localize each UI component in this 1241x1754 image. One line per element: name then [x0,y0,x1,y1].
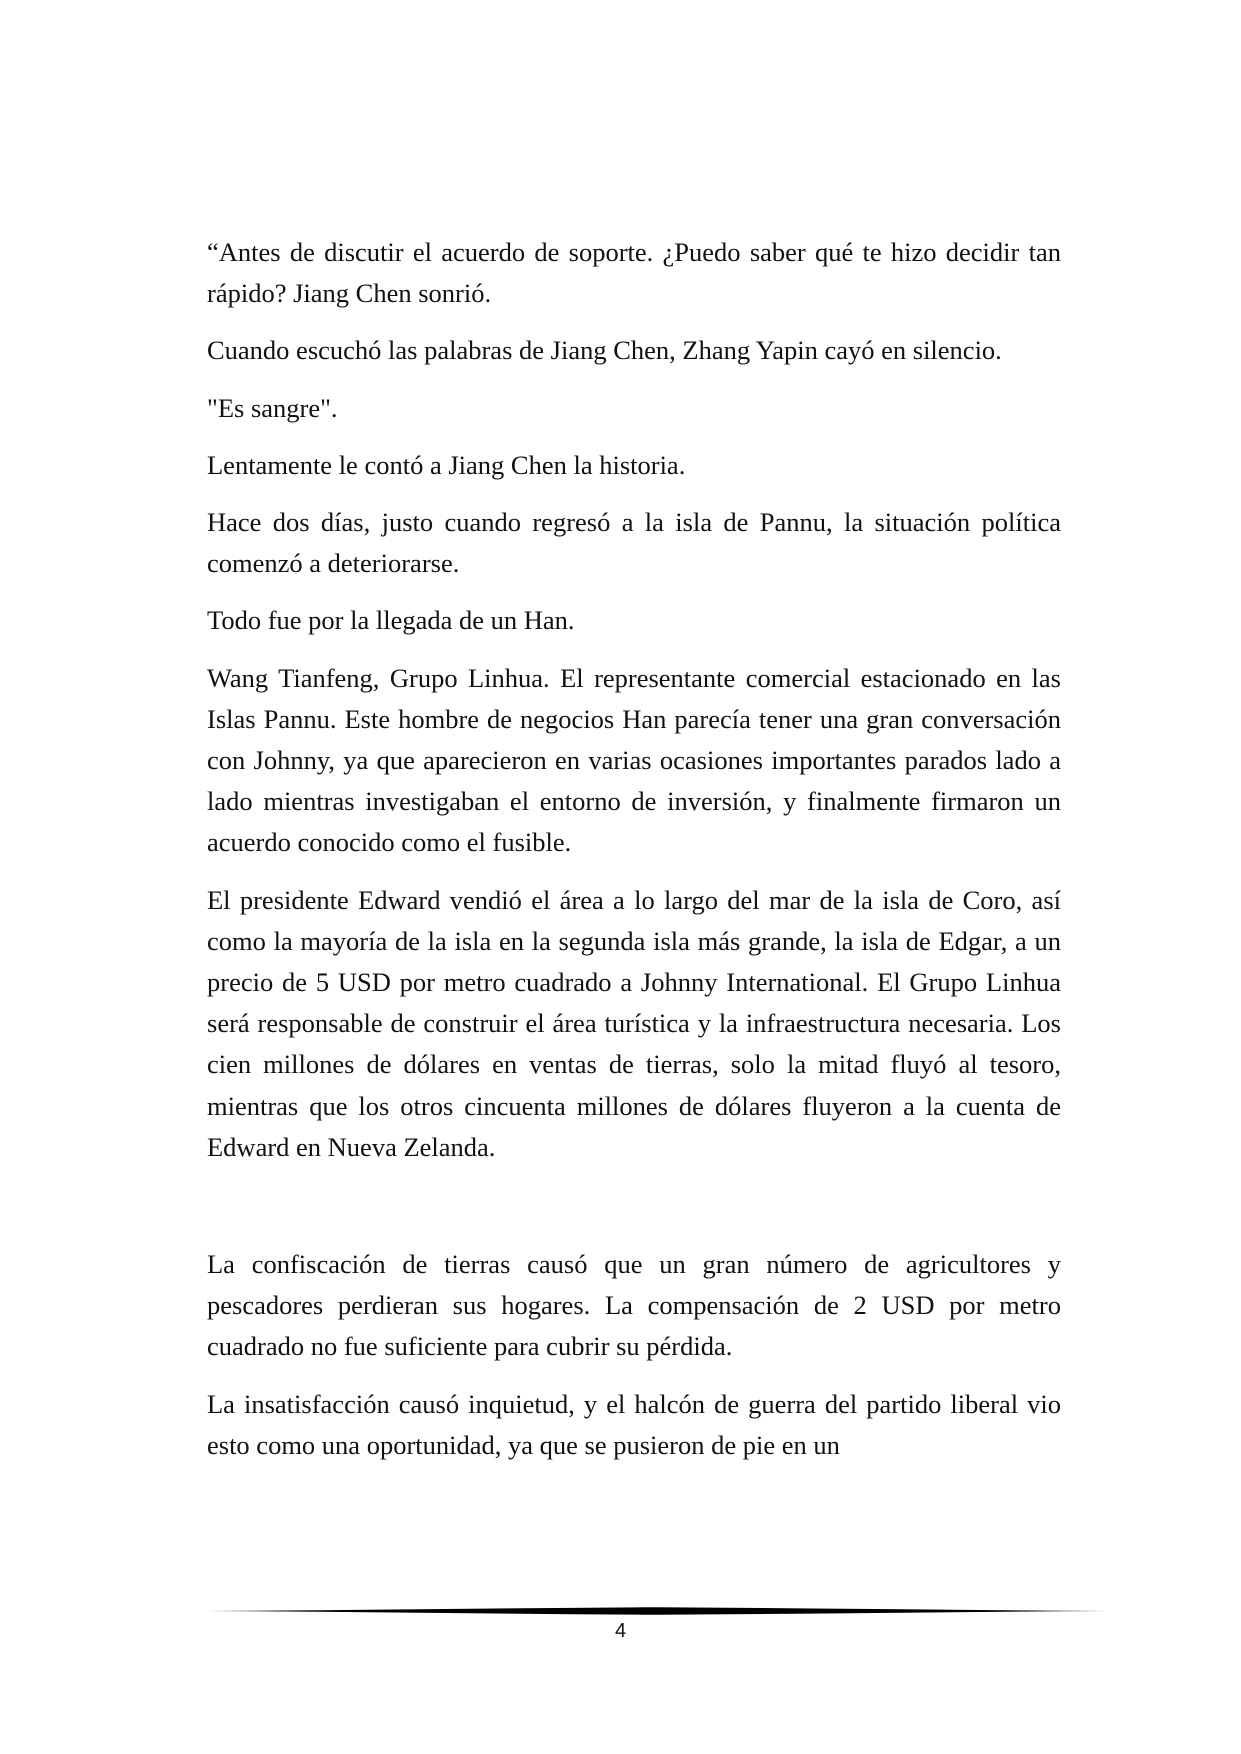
paragraph-5: Hace dos días, justo cuando regresó a la isla de Pannu, la situación política comenzó a deteriorarse. [207,507,1061,579]
paragraph-6: Todo fue por la llegada de un Han. [207,605,575,636]
footer-divider [207,1604,1107,1618]
paragraph-10: La insatisfacción causó inquietud, y el halcón de guerra del partido liberal vio esto como una oportunidad, ya que se pusieron de pie en un [207,1388,1061,1460]
page-number: 4 [614,1620,627,1642]
paragraph-9: La confiscación de tierras causó que un gran número de agricultores y pescadores perdieran sus hogares. La compensación de 2 USD por metro cuadrado no fue suficiente para cubrir su pérdida. [207,1249,1061,1362]
paragraph-3: "Es sangre". [207,392,338,423]
paragraph-8: El presidente Edward vendió el área a lo largo del mar de la isla de Coro, así como la mayoría de la isla en la segunda isla más grande, la isla de Edgar, a un precio de 5 USD por metro cuadrado a Johnny International. El Grupo Linhua será responsable de construir el área turística y la infraestructura necesaria. Los cien millones de dólares en ventas de tierras, solo la mitad fluyó al tesoro, mientras que los otros cincuenta millones de dólares fluyeron a la cuenta de Edward en Nueva Zelanda. [207,884,1061,1162]
paragraph-2: Cuando escuchó las palabras de Jiang Chen, Zhang Yapin cayó en silencio. [207,335,1002,366]
paragraph-4: Lentamente le contó a Jiang Chen la historia. [207,449,686,480]
paragraph-1: “Antes de discutir el acuerdo de soporte. ¿Puedo saber qué te hizo decidir tan rápido? Jiang Chen sonrió. [207,237,1061,309]
body-text [207,232,1061,1482]
paragraph-7: Wang Tianfeng, Grupo Linhua. El representante comercial estacionado en las Islas Pannu. Este hombre de negocios Han parecía tener una gran conversación con Johnny, ya que aparecieron en varias ocasiones importantes parados lado a lado mientras investigaban el entorno de inversión, y finalmente firmaron un acuerdo conocido como el fusible. [207,662,1061,858]
